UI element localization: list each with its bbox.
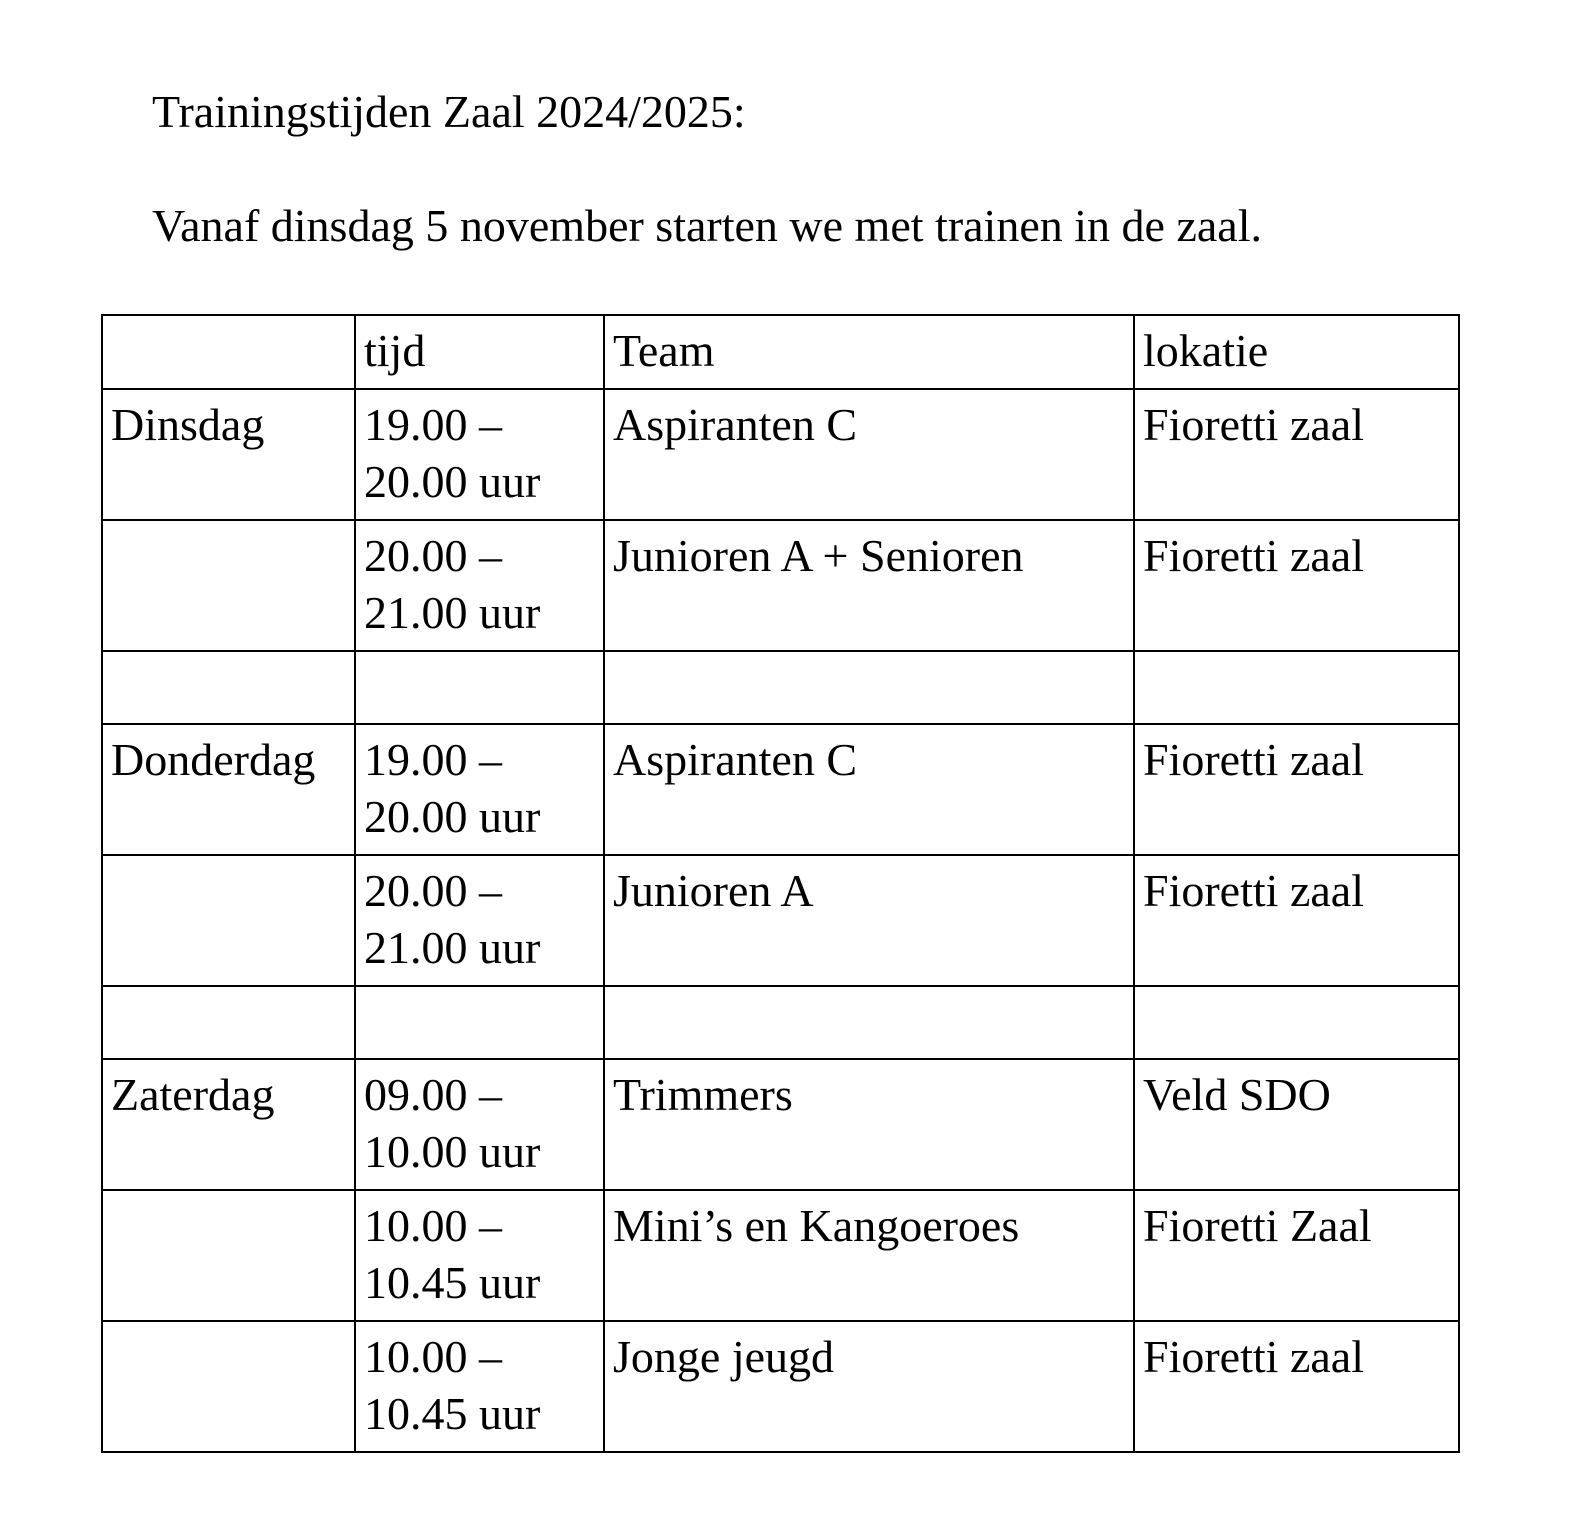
location-cell: Fioretti zaal (1134, 520, 1459, 651)
team-cell: Jonge jeugd (604, 1321, 1134, 1452)
time-start: 10.00 – (364, 1331, 502, 1382)
team-cell: Aspiranten C (604, 724, 1134, 855)
time-end: 10.00 uur (364, 1126, 541, 1177)
location-cell (1134, 986, 1459, 1059)
time-end: 20.00 uur (364, 456, 541, 507)
team-cell: Junioren A (604, 855, 1134, 986)
day-cell (102, 855, 355, 986)
header-team: Team (604, 315, 1134, 389)
location-cell: Fioretti Zaal (1134, 1190, 1459, 1321)
header-location: lokatie (1134, 315, 1459, 389)
time-end: 21.00 uur (364, 587, 541, 638)
time-end: 21.00 uur (364, 922, 541, 973)
time-cell (355, 1190, 604, 1321)
day-cell (102, 1321, 355, 1452)
time-start: 09.00 – (364, 1069, 502, 1120)
team-cell: Mini’s en Kangoeroes (604, 1190, 1134, 1321)
table-row (102, 389, 1459, 520)
location-cell (1134, 651, 1459, 724)
location-cell: Veld SDO (1134, 1059, 1459, 1190)
table-row-empty (102, 651, 1459, 724)
location-cell: Fioretti zaal (1134, 855, 1459, 986)
team-cell: Trimmers (604, 1059, 1134, 1190)
day-cell: Zaterdag (102, 1059, 355, 1190)
time-start: 19.00 – (364, 399, 502, 450)
day-cell (102, 1190, 355, 1321)
table-row (102, 1190, 1459, 1321)
location-cell: Fioretti zaal (1134, 1321, 1459, 1452)
time-cell (355, 1059, 604, 1190)
location-cell: Fioretti zaal (1134, 724, 1459, 855)
time-cell (355, 389, 604, 520)
time-cell (355, 986, 604, 1059)
time-end: 10.45 uur (364, 1388, 541, 1439)
training-schedule-table (101, 314, 1460, 1453)
intro-text: Vanaf dinsdag 5 november starten we met trainen in de zaal. (152, 200, 1262, 251)
time-end: 20.00 uur (364, 791, 541, 842)
team-cell: Junioren A + Senioren (604, 520, 1134, 651)
time-cell (355, 651, 604, 724)
day-cell (102, 520, 355, 651)
time-start: 19.00 – (364, 734, 502, 785)
location-cell: Fioretti zaal (1134, 389, 1459, 520)
day-cell: Donderdag (102, 724, 355, 855)
time-end: 10.45 uur (364, 1257, 541, 1308)
table-row (102, 1059, 1459, 1190)
day-cell: Dinsdag (102, 389, 355, 520)
team-cell: Aspiranten C (604, 389, 1134, 520)
page-title: Trainingstijden Zaal 2024/2025: (152, 86, 746, 137)
team-cell (604, 986, 1134, 1059)
table-row (102, 520, 1459, 651)
day-cell (102, 651, 355, 724)
time-cell (355, 724, 604, 855)
table-row (102, 855, 1459, 986)
table-row (102, 1321, 1459, 1452)
time-cell (355, 855, 604, 986)
time-cell (355, 520, 604, 651)
header-day (102, 315, 355, 389)
team-cell (604, 651, 1134, 724)
header-time: tijd (355, 315, 604, 389)
day-cell (102, 986, 355, 1059)
time-start: 10.00 – (364, 1200, 502, 1251)
time-start: 20.00 – (364, 865, 502, 916)
table-row-empty (102, 986, 1459, 1059)
table-row (102, 724, 1459, 855)
time-start: 20.00 – (364, 530, 502, 581)
time-cell (355, 1321, 604, 1452)
table-header-row (102, 315, 1459, 389)
